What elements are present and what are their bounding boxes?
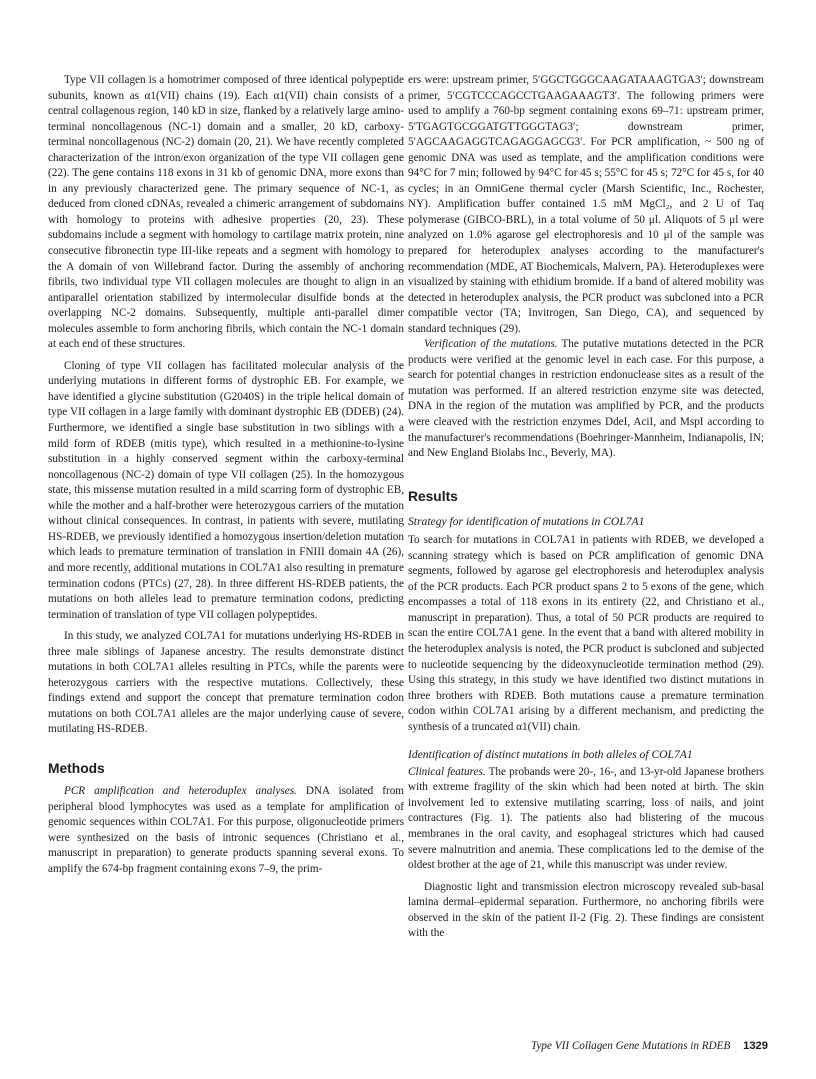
strategy-subheading: Strategy for identification of mutations in COL7A1 — [408, 514, 645, 528]
intro-paragraph-2: Cloning of type VII collagen has facilitated molecular analysis of the underlying mutations in different forms of dystrophic EB. For example, we have identified a glycine substitution (G2040S) in the triple helical domain of type VII collagen in a large family with dominant dystrophic EB (DDEB) (24). Furthermore, we identified a single base substitution in two siblings with a mild form of RDEB (mitis type), which resulted in a methionine-to-lysine substitution in a highly conserved segment within the carboxy-terminal noncollagenous (NC-2) domain of type VII collagen (25). In the homozygous state, this missense mutation resulted in a mild scarring form of dystrophic EB, while the mother and a half-brother were heterozygous carriers of the mutation without clinical consequences. In contrast, in patients with severe, mutilating HS-RDEB, we previously identified a homozygous insertion/deletion mutation which leads to premature termination of translation in FNIII domain 4A (26), and more recently, additional mutations in COL7A1 also resulting in premature termination codons (PTCs) (27, 28). In three different HS-RDEB patients, the mutations on both alleles lead to premature termination codons, predicting termination of translation of type VII collagen polypeptides. — [48, 359, 404, 621]
pcr-runin-heading: PCR amplification and heteroduplex analyses. — [64, 784, 297, 797]
verification-paragraph-text: The putative mutations detected in the PCR products were verified at the genomic level in each case. For this purpose, a search for potential changes in restriction endonuclease sites as a result of the mutation was performed. If an altered restriction enzyme site was detected, DNA in the region of the mutation was amplified by PCR, and the products were cleaved with the restriction enzymes DdeI, AciI, and MspI according to the manufacturer's recommendations (Boehringer-Mannheim, Indianapolis, IN; and New England Biolabs Inc., Beverly, MA). — [408, 338, 764, 460]
intro-paragraph-1: Type VII collagen is a homotrimer composed of three identical polypeptide subunits, known as α1(VII) chains (19). Each α1(VII) chain consists of a central collagenous region, 140 kD in size, flanked by a relatively large amino-terminal noncollagenous (NC-1) domain and a smaller, 20 kD, carboxy-terminal noncollagenous (NC-2) domain (20, 21). We have recently completed characterization of the intron/exon organization of the type VII collagen gene (22). The gene contains 118 exons in 31 kb of genomic DNA, more exons than in any previously characterized gene. The primary sequence of NC-1, as deduced from cloned cDNAs, revealed a chimeric arrangement of subdomains with homology to proteins with adhesive properties (20, 23). These subdomains include a segment with homology to cartilage matrix protein, nine consecutive fibronectin type III-like repeats and a segment with homology to the A domain of von Willebrand factor. During the assembly of anchoring fibrils, two individual type VII collagen molecules are thought to align in an antiparallel orientation stabilized by intermolecular disulfide bonds at the overlapping NC-2 domains. Subsequently, multiple anti-parallel dimer molecules assemble to form anchoring fibrils, which contain the NC-1 domain at each end of these structures. — [48, 74, 404, 351]
identification-subheading: Identification of distinct mutations in both alleles of COL7A1 — [408, 748, 693, 762]
clinical-paragraph-text: The probands were 20-, 16-, and 13-yr-old Japanese brothers with extreme fragility of the skin which had been noted at birth. The skin involvement led to extensive mutilating scarring, loss of nails, and joint contractures (Fig. 1). The patients also had blistering of the mucous membranes in the oral cavity, and esophageal strictures which had caused severe malnutrition and anemia. These complications led to the demise of the oldest brother at the age of 21, while this manuscript was under review. — [408, 765, 764, 872]
page-footer — [531, 1040, 768, 1052]
methods-heading: Methods — [48, 760, 105, 776]
clinical-paragraph — [408, 765, 764, 874]
results-heading: Results — [408, 488, 458, 504]
left-column — [48, 73, 404, 877]
pcr-paragraph — [48, 784, 404, 877]
pcr-paragraph-text: DNA isolated from peripheral blood lymphocytes was used as a template for amplification of genomic sequences within COL7A1. For this purpose, oligonucleotide primers were synthesized on the basis of intronic sequences (Christiano et al., manuscript in preparation) to generate products spanning several exons. To amplify the 674-bp fragment containing exons 7–9, the prim- — [48, 784, 404, 875]
diagnostic-paragraph: Diagnostic light and transmission electron microscopy revealed sub-basal lamina dermal–epidermal separation. Furthermore, no anchoring fibrils were observed in the skin of the patient II-2 (Fig. 2). These findings are consistent with the — [408, 880, 764, 940]
verification-paragraph — [408, 337, 764, 461]
intro-paragraph-3: In this study, we analyzed COL7A1 for mutations underlying HS-RDEB in three male siblings of Japanese ancestry. The results demonstrate distinct mutations in both COL7A1 alleles resulting in PTCs, while the parents were heterozygous carriers with the respective mutations. Collectively, these findings extend and support the concept that premature termination codon mutations on both COL7A1 alleles are the major underlying cause of severe, mutilating HS-RDEB. — [48, 630, 404, 736]
right-column — [408, 73, 764, 942]
verification-runin-heading: Verification of the mutations. — [424, 338, 558, 351]
running-title: Type VII Collagen Gene Mutations in RDEB — [531, 1040, 731, 1052]
strategy-paragraph: To search for mutations in COL7A1 in patients with RDEB, we developed a scanning strategy which is based on PCR amplification of genomic DNA segments, followed by agarose gel electrophoresis and heteroduplex analysis of the PCR products. Each PCR product spans 2 to 5 exons of the gene, which encompasses a total of 118 exons in its entirety (22, and Christiano et al., manuscript in preparation). Thus, a total of 50 PCR products are required to scan the entire COL7A1 gene. In the event that a band with altered mobility in the heteroduplex analysis is noted, the PCR product is subcloned and subjected to nucleotide sequencing by the dideoxynucleotide termination method (29). Using this strategy, in this study we have identified two distinct mutations in three brothers with RDEB. Both mutations cause a premature termination codon within COL7A1 arising by a different mechanism, and predicting the synthesis of a truncated α1(VII) chain. — [408, 534, 764, 733]
pcr-paragraph-continued: ers were: upstream primer, 5′GGCTGGGCAAGATAAAGTGA3′; downstream primer, 5′CGTCCCAGCCTGAAGAAAGT3′. The following primers were used to amplify a 760-bp segment containing exons 69–71: upstream primer, 5′TGAGTGCGGATGTTGGGTAG3′; downstream primer, 5′AGCAAGAGGTCAGAGGAGCG3′. For PCR amplification, ~ 500 ng of genomic DNA was used as template, and the amplification conditions were 94°C for 7 min; followed by 94°C for 45 s; 55°C for 45 s; 72°C for 45 s, for 40 cycles; in an OmniGene thermal cycler (Marsh Scientific, Inc., Rochester, NY). Amplification buffer contained 1.5 mM MgCl₂, and 2 U of Taq polymerase (GIBCO-BRL), in a total volume of 50 μl. Aliquots of 5 μl were analyzed on 1.0% agarose gel electrophoresis and 10 μl of the sample was prepared for heteroduplex analyses according to the manufacturer's recommendation (MDE, AT Biochemicals, Malvern, PA). Heteroduplexes were visualized by staining with ethidium bromide. If a band of altered mobility was detected in heteroduplex analysis, the PCR product was subcloned into a PCR compatible vector (TA; Invitrogen, San Diego, CA), and sequenced by standard techniques (29). — [408, 74, 764, 335]
page-number: 1329 — [743, 1040, 768, 1052]
clinical-runin-heading: Clinical features. — [408, 765, 486, 778]
